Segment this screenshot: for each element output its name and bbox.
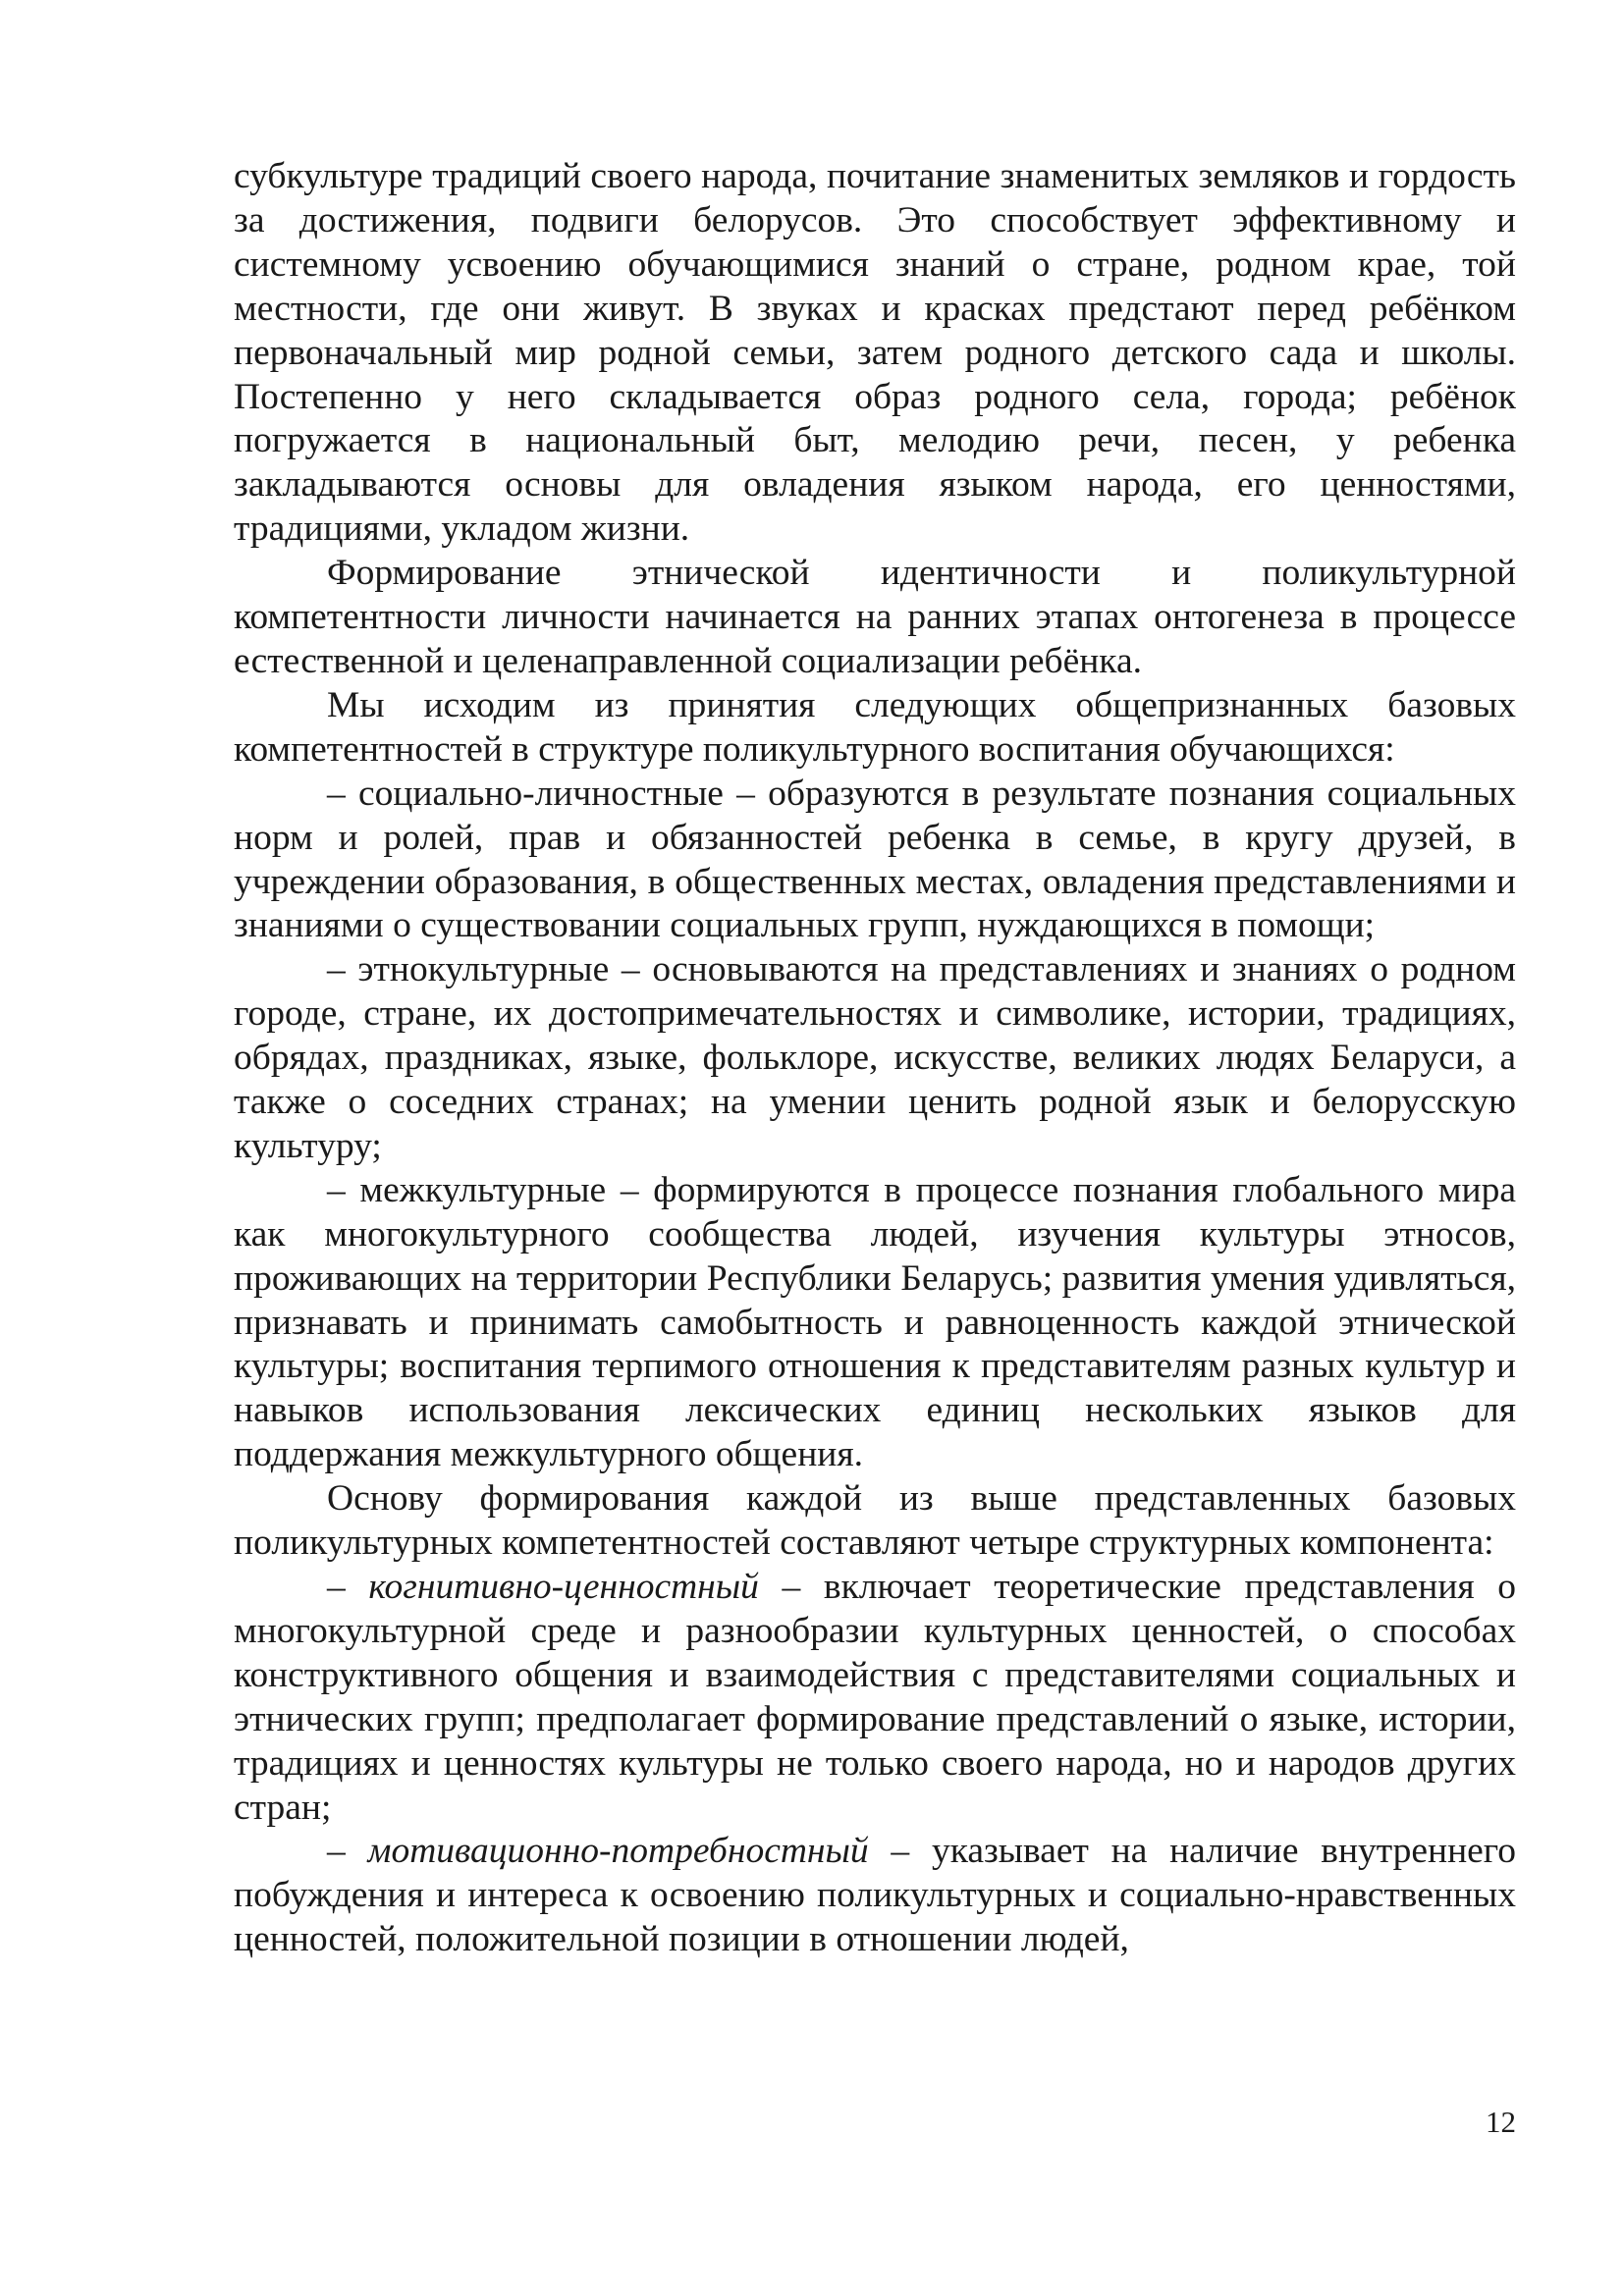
list-item-intercultural: – межкультурные – формируются в процессе познания глобального мира как многокультурного сообщества людей, изучения культуры этносов, проживающих на территории Республики Беларусь; развития умения удивляться, признавать и принимать самобытность и равноценность каждой этнической культуры; воспитания терпимого отношения к представителям разных культур и навыков использования лексических единиц нескольких языков для поддержания межкультурного общения. <box>234 1169 1516 1475</box>
page-number: 12 <box>1486 2105 1516 2139</box>
list-item-social-personal: – социально-личностные – образуются в результате познания социальных норм и ролей, прав и обязанностей ребенка в семье, в кругу друзей, в учреждении образования, в общественных местах, овладения представлениями и знаниями о существовании социальных групп, нуждающихся в помощи; <box>234 773 1516 946</box>
paragraph-competences-intro: Мы исходим из принятия следующих общепризнанных базовых компетентностей в структуре поликультурного воспитания обучающихся: <box>234 684 1516 770</box>
italic-term: когнитивно-ценностный <box>368 1567 759 1607</box>
paragraph-ethnic-identity: Формирование этнической идентичности и поликультурной компетентности личности начинается на ранних этапах онтогенеза в процессе естественной и целенаправленной социализации ребёнка. <box>234 553 1516 681</box>
list-dash: – <box>327 1567 369 1607</box>
body-text <box>234 155 1516 1962</box>
list-dash: – <box>327 1831 368 1872</box>
list-item-ethnocultural: – этнокультурные – основываются на представлениях и знаниях о родном городе, стране, их достопримечательностях и символике, истории, традициях, обрядах, праздниках, языке, фольклоре, искусстве, великих людях Беларуси, а также о соседних странах; на умении ценить родной язык и белорусскую культуру; <box>234 949 1516 1166</box>
paragraph-components-intro: Основу формирования каждой из выше представленных базовых поликультурных компетентностей составляют четыре структурных компонента: <box>234 1478 1516 1564</box>
italic-term: мотивационно-потребностный <box>367 1831 869 1872</box>
list-item-text: – включает теоретические представления о многокультурной среде и разнообразии культурных ценностей, о способах конструктивного общения и взаимодействия с представителями социальных и этнических групп; предполагает формирование представлений о языке, истории, традициях и ценностях культуры не только своего народа, но и народов других стран; <box>234 1567 1517 1828</box>
paragraph-continuation: субкультуре традиций своего народа, почитание знаменитых земляков и гордость за достижения, подвиги белорусов. Это способствует эффективному и системному усвоению обучающимися знаний о стране, родном крае, той местности, где они живут. В звуках и красках предстают перед ребёнком первоначальный мир родной семьи, затем родного детского сада и школы. Постепенно у него складывается образ родного села, города; ребёнок погружается в национальный быт, мелодию речи, песен, у ребенка закладываются основы для овладения языком народа, его ценностями, традициями, укладом жизни. <box>234 156 1516 550</box>
list-item-text: – указывает на наличие внутреннего побуждения и интереса к освоению поликультурных и социально-нравственных ценностей, положительной позиции в отношении людей, <box>234 1831 1517 1960</box>
list-item-motivational-need <box>234 1830 1516 1962</box>
list-item-cognitive-value <box>234 1566 1516 1830</box>
